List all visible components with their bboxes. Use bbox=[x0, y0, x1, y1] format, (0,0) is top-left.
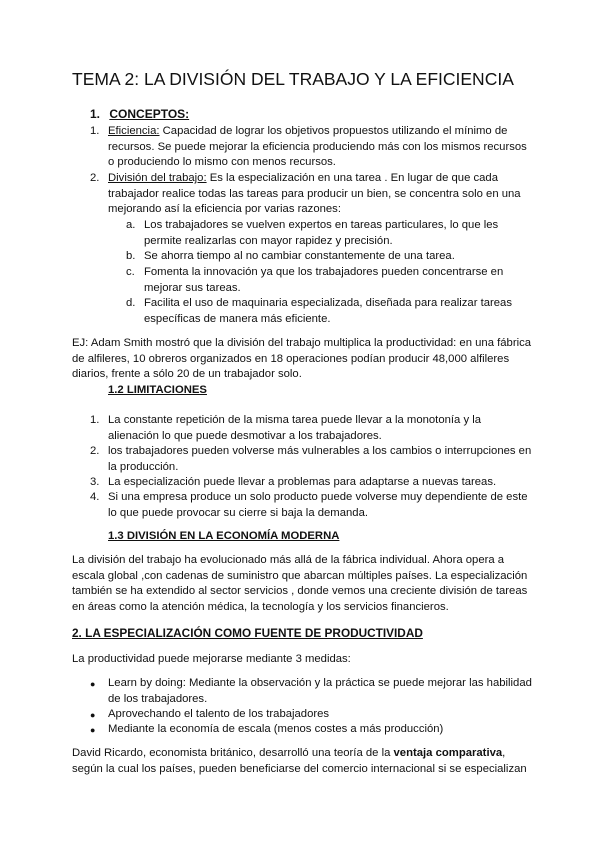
subitem-letter: d. bbox=[126, 297, 136, 309]
bullet-item bbox=[108, 707, 538, 723]
paragraph-line: de alfileres, 10 obreros organizados en 18 operaciones podían producir 48,000 alfileres bbox=[72, 352, 510, 365]
subitem-text: Los trabajadores se vuelven expertos en tareas particulares, lo que les bbox=[144, 219, 499, 231]
paragraph-line: EJ: Adam Smith mostró que la división del trabajo multiplica la productividad: en una fábrica bbox=[72, 337, 532, 349]
paragraph-line: en áreas como la atención médica, la tecnología y los servicios financieros. bbox=[72, 600, 449, 613]
section-1-2-heading: 1.2 LIMITACIONES bbox=[108, 384, 207, 396]
bullet-item bbox=[108, 722, 538, 738]
subitem-letter: b. bbox=[126, 250, 136, 262]
concept-number: 2. bbox=[90, 172, 100, 184]
subitem-text: Fomenta la innovación ya que los trabajadores pueden concentrarse en bbox=[144, 266, 504, 278]
subitem-text: Se ahorra tiempo al no cambiar constantemente de una tarea. bbox=[144, 250, 455, 262]
subitem-d bbox=[144, 296, 534, 327]
subitem-letter: c. bbox=[126, 266, 135, 278]
limitation-item bbox=[108, 475, 538, 491]
subitem-c bbox=[144, 265, 534, 296]
section-2-heading: 2. LA ESPECIALIZACIÓN COMO FUENTE DE PRODUCTIVIDAD bbox=[72, 626, 423, 640]
limitation-number: 3. bbox=[90, 476, 100, 488]
paragraph-line: diarios, frente a sólo 20 de un trabajador solo. bbox=[72, 368, 302, 381]
limitation-text: La constante repetición de la misma tarea puede llevar a la monotonía y la bbox=[108, 414, 482, 426]
concept-text: trabajador realice todas las tareas para producir un bien, se concentra solo en una bbox=[108, 187, 521, 200]
adam-smith-example bbox=[72, 336, 532, 383]
modern-economy-paragraph bbox=[72, 553, 537, 615]
bullet-icon: ● bbox=[90, 710, 96, 720]
limitation-number: 1. bbox=[90, 414, 100, 426]
limitation-item bbox=[108, 490, 538, 521]
bullet-icon: ● bbox=[90, 725, 96, 735]
document-title: TEMA 2: LA DIVISIÓN DEL TRABAJO Y LA EFICIENCIA bbox=[72, 69, 514, 89]
concept-text: Capacidad de lograr los objetivos propuestos utilizando el mínimo de bbox=[159, 125, 508, 137]
limitation-text: la producción. bbox=[108, 460, 179, 473]
concept-term: Eficiencia: bbox=[108, 125, 160, 137]
concept-number: 1. bbox=[90, 125, 100, 137]
concept-text: o produciendo lo mismo con menos recursos. bbox=[108, 156, 336, 169]
limitation-text: lo que puede provocar su cierre si baja la demanda. bbox=[108, 506, 368, 519]
paragraph-line: La división del trabajo ha evolucionado más allá de la fábrica individual. Ahora opera a bbox=[72, 554, 505, 566]
subitem-text: Facilita el uso de maquinaria especializada, diseñada para realizar tareas bbox=[144, 297, 512, 309]
bullet-text: Learn by doing: Mediante la observación y la práctica se puede mejorar las habilidad bbox=[108, 677, 532, 689]
limitation-number: 4. bbox=[90, 491, 100, 503]
section-1-number: 1. bbox=[90, 107, 101, 121]
limitation-text: Si una empresa produce un solo producto puede volverse muy dependiente de este bbox=[108, 491, 528, 503]
paragraph-line: escala global ,con cadenas de suministro que abarcan múltiples países. La especialización bbox=[72, 569, 528, 582]
bullet-text: Mediante la economía de escala (menos costes a más producción) bbox=[108, 723, 444, 735]
subitem-a bbox=[144, 218, 534, 249]
limitation-text: La especialización puede llevar a problemas para adaptarse a nuevas tareas. bbox=[108, 476, 497, 488]
limitation-item bbox=[108, 413, 538, 444]
subitem-text: específicas de manera más eficiente. bbox=[144, 312, 331, 325]
concept-eficiencia bbox=[108, 124, 528, 171]
section-1-title: CONCEPTOS: bbox=[109, 107, 190, 121]
subitem-text: permite realizarlas con mayor rapidez y precisión. bbox=[144, 234, 393, 247]
ventaja-comparativa-term: ventaja comparativa bbox=[393, 747, 503, 759]
limitation-text: los trabajadores pueden volverse más vulnerables a los cambios o interrupciones en bbox=[108, 445, 532, 457]
limitation-text: alienación lo que puede desmotivar a los trabajadores. bbox=[108, 429, 382, 442]
paragraph-line: también se ha extendido al sector servicios , donde vemos una creciente división de tareas bbox=[72, 585, 528, 598]
concept-text: Es la especialización en una tarea . En lugar de que cada bbox=[206, 172, 498, 184]
subitem-b bbox=[144, 249, 534, 265]
subitem-letter: a. bbox=[126, 219, 136, 231]
bullet-item bbox=[108, 676, 538, 707]
limitation-number: 2. bbox=[90, 445, 100, 457]
concept-text: mejorando así la eficiencia por varias razones: bbox=[108, 203, 341, 216]
section-1-heading bbox=[90, 107, 189, 123]
section-1-3-heading: 1.3 DIVISIÓN EN LA ECONOMÍA MODERNA bbox=[108, 530, 340, 542]
bullet-icon: ● bbox=[90, 679, 96, 689]
concept-text: recursos. Se puede mejorar la eficiencia produciendo más con los mismos recursos bbox=[108, 140, 527, 153]
paragraph-text: , bbox=[502, 747, 506, 759]
ricardo-paragraph bbox=[72, 746, 542, 777]
paragraph-line: según la cual los países, pueden beneficiarse del comercio internacional si se especializan bbox=[72, 762, 527, 775]
concept-division-trabajo bbox=[108, 171, 528, 218]
paragraph-text: David Ricardo, economista británico, desarrolló una teoría de la bbox=[72, 747, 394, 759]
productivity-intro: La productividad puede mejorarse mediante 3 medidas: bbox=[72, 653, 351, 665]
bullet-text: Aprovechando el talento de los trabajadores bbox=[108, 708, 330, 720]
concept-term: División del trabajo: bbox=[108, 172, 207, 184]
subitem-text: mejorar sus tareas. bbox=[144, 281, 241, 294]
bullet-text: de los trabajadores. bbox=[108, 692, 208, 705]
limitation-item bbox=[108, 444, 538, 475]
